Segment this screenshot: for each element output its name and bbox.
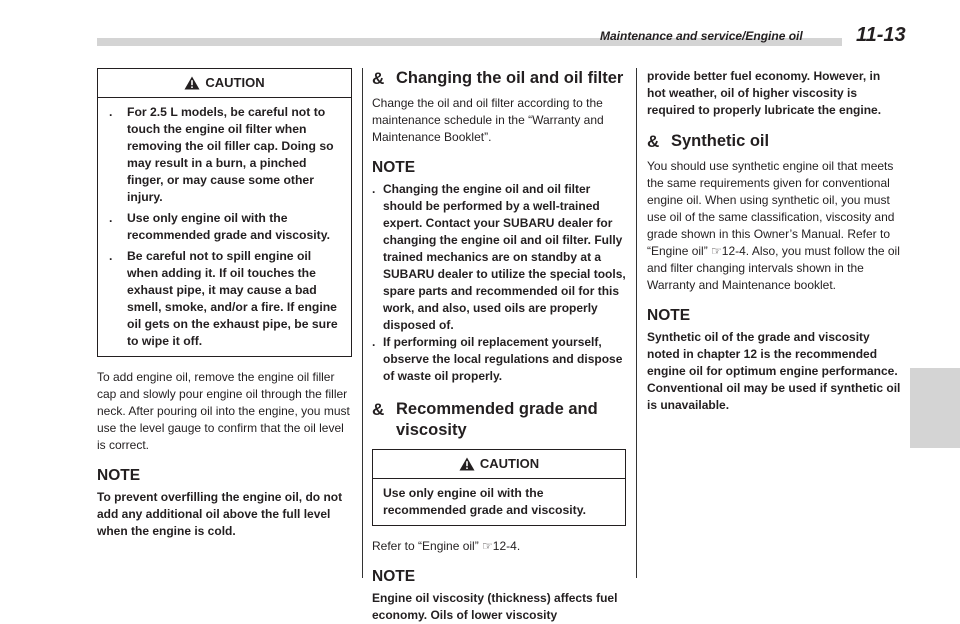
note-text: Engine oil viscosity (thickness) affects fuel economy. Oils of lower viscosity: [372, 591, 618, 622]
column-divider: [362, 68, 363, 578]
section-text: Change the oil and oil filter according to the maintenance schedule in the “Warranty and Maintenance Booklet”.: [372, 96, 604, 144]
refer-text: Refer to “Engine oil” ☞12-4.: [372, 539, 521, 553]
caution-box: [372, 449, 626, 526]
bullet-icon: .: [372, 335, 376, 349]
section-title: Synthetic oil: [671, 132, 770, 150]
column-right: [647, 68, 902, 414]
bullet-icon: .: [109, 211, 113, 225]
caution-title: CAUTION: [479, 456, 540, 471]
section-heading: [647, 131, 902, 152]
warning-triangle-icon: [184, 76, 200, 90]
bullet-icon: .: [109, 249, 113, 263]
chapter-tab: [910, 368, 960, 448]
note-heading: NOTE: [647, 307, 691, 324]
caution-item: . Be careful not to spill engine oil when adding it. If oil touches the exhaust pipe, it may cause a bad smell, smoke, and/or a fire. If engine oil gets on the exhaust pipe, be sure to wipe it off.: [109, 249, 338, 348]
note-heading: NOTE: [372, 568, 416, 585]
note-item: . If performing oil replacement yourself, observe the local regulations and dispose of waste oil properly.: [372, 335, 623, 383]
note-text: To prevent overfilling the engine oil, do not add any additional oil above the full level when the engine is cold.: [97, 490, 343, 538]
column-middle: [372, 68, 626, 624]
caution-box: [97, 68, 352, 357]
bullet-icon: .: [372, 182, 376, 196]
warning-triangle-icon: [459, 457, 475, 471]
section-mark-icon: &: [647, 132, 660, 151]
continued-text: provide better fuel economy. However, in hot weather, oil of higher viscosity is required to properly lubricate the engine.: [647, 69, 882, 117]
oil-adding-paragraph: To add engine oil, remove the engine oil filler cap and slowly pour engine oil through the filler neck. After pouring oil into the engine, you must use the level gauge to confirm that the oil level is correct.: [97, 370, 350, 452]
bullet-icon: .: [109, 105, 113, 119]
note-heading: NOTE: [372, 159, 416, 176]
note-heading: NOTE: [97, 467, 141, 484]
section-mark-icon: &: [372, 400, 385, 419]
section-title: Changing the oil and oil filter: [396, 69, 624, 87]
caution-header: [373, 450, 625, 479]
section-title: Recommended grade and viscosity: [396, 400, 598, 439]
caution-title: CAUTION: [205, 75, 265, 90]
column-divider: [636, 68, 637, 578]
section-heading: [372, 68, 626, 89]
caution-item: . Use only engine oil with the recommended grade and viscosity.: [109, 211, 330, 242]
column-left: [97, 68, 352, 540]
section-text: You should use synthetic engine oil that meets the same requirements given for conventional engine oil. When using synthetic oil, you must use oil of the same classification, viscosity and grade shown in this Owner’s Manual. Refer to “Engine oil” ☞12-4. Also, you must follow the oil and filter changing intervals shown in the Warranty and Maintenance booklet.: [647, 159, 900, 292]
caution-header: [98, 69, 351, 98]
caution-item: . For 2.5 L models, be careful not to touch the engine oil filter when removing the oil filler cap. Doing so may result in a burn, a pinched finger, or may cause some other injury.: [109, 105, 334, 204]
note-item: . Changing the engine oil and oil filter should be performed by a well-trained expert. Contact your SUBARU dealer for changing the engine oil and oil filter. Fully trained mechanics are on standby at a SUBARU dealer to utilize the special tools, spare parts and recommended oil for this work, and also, used oils are properly disposed of.: [372, 182, 626, 332]
note-text: Synthetic oil of the grade and viscosity noted in chapter 12 is the recommended engine oil for optimum engine performance. Conventional oil may be used if synthetic oil is unavailable.: [647, 330, 901, 412]
page-number: 11-13: [856, 24, 906, 46]
header-section-title: Maintenance and service/Engine oil: [600, 29, 803, 43]
section-mark-icon: &: [372, 69, 385, 88]
caution-text: Use only engine oil with the recommended grade and viscosity.: [383, 486, 586, 517]
section-heading: [372, 399, 626, 441]
